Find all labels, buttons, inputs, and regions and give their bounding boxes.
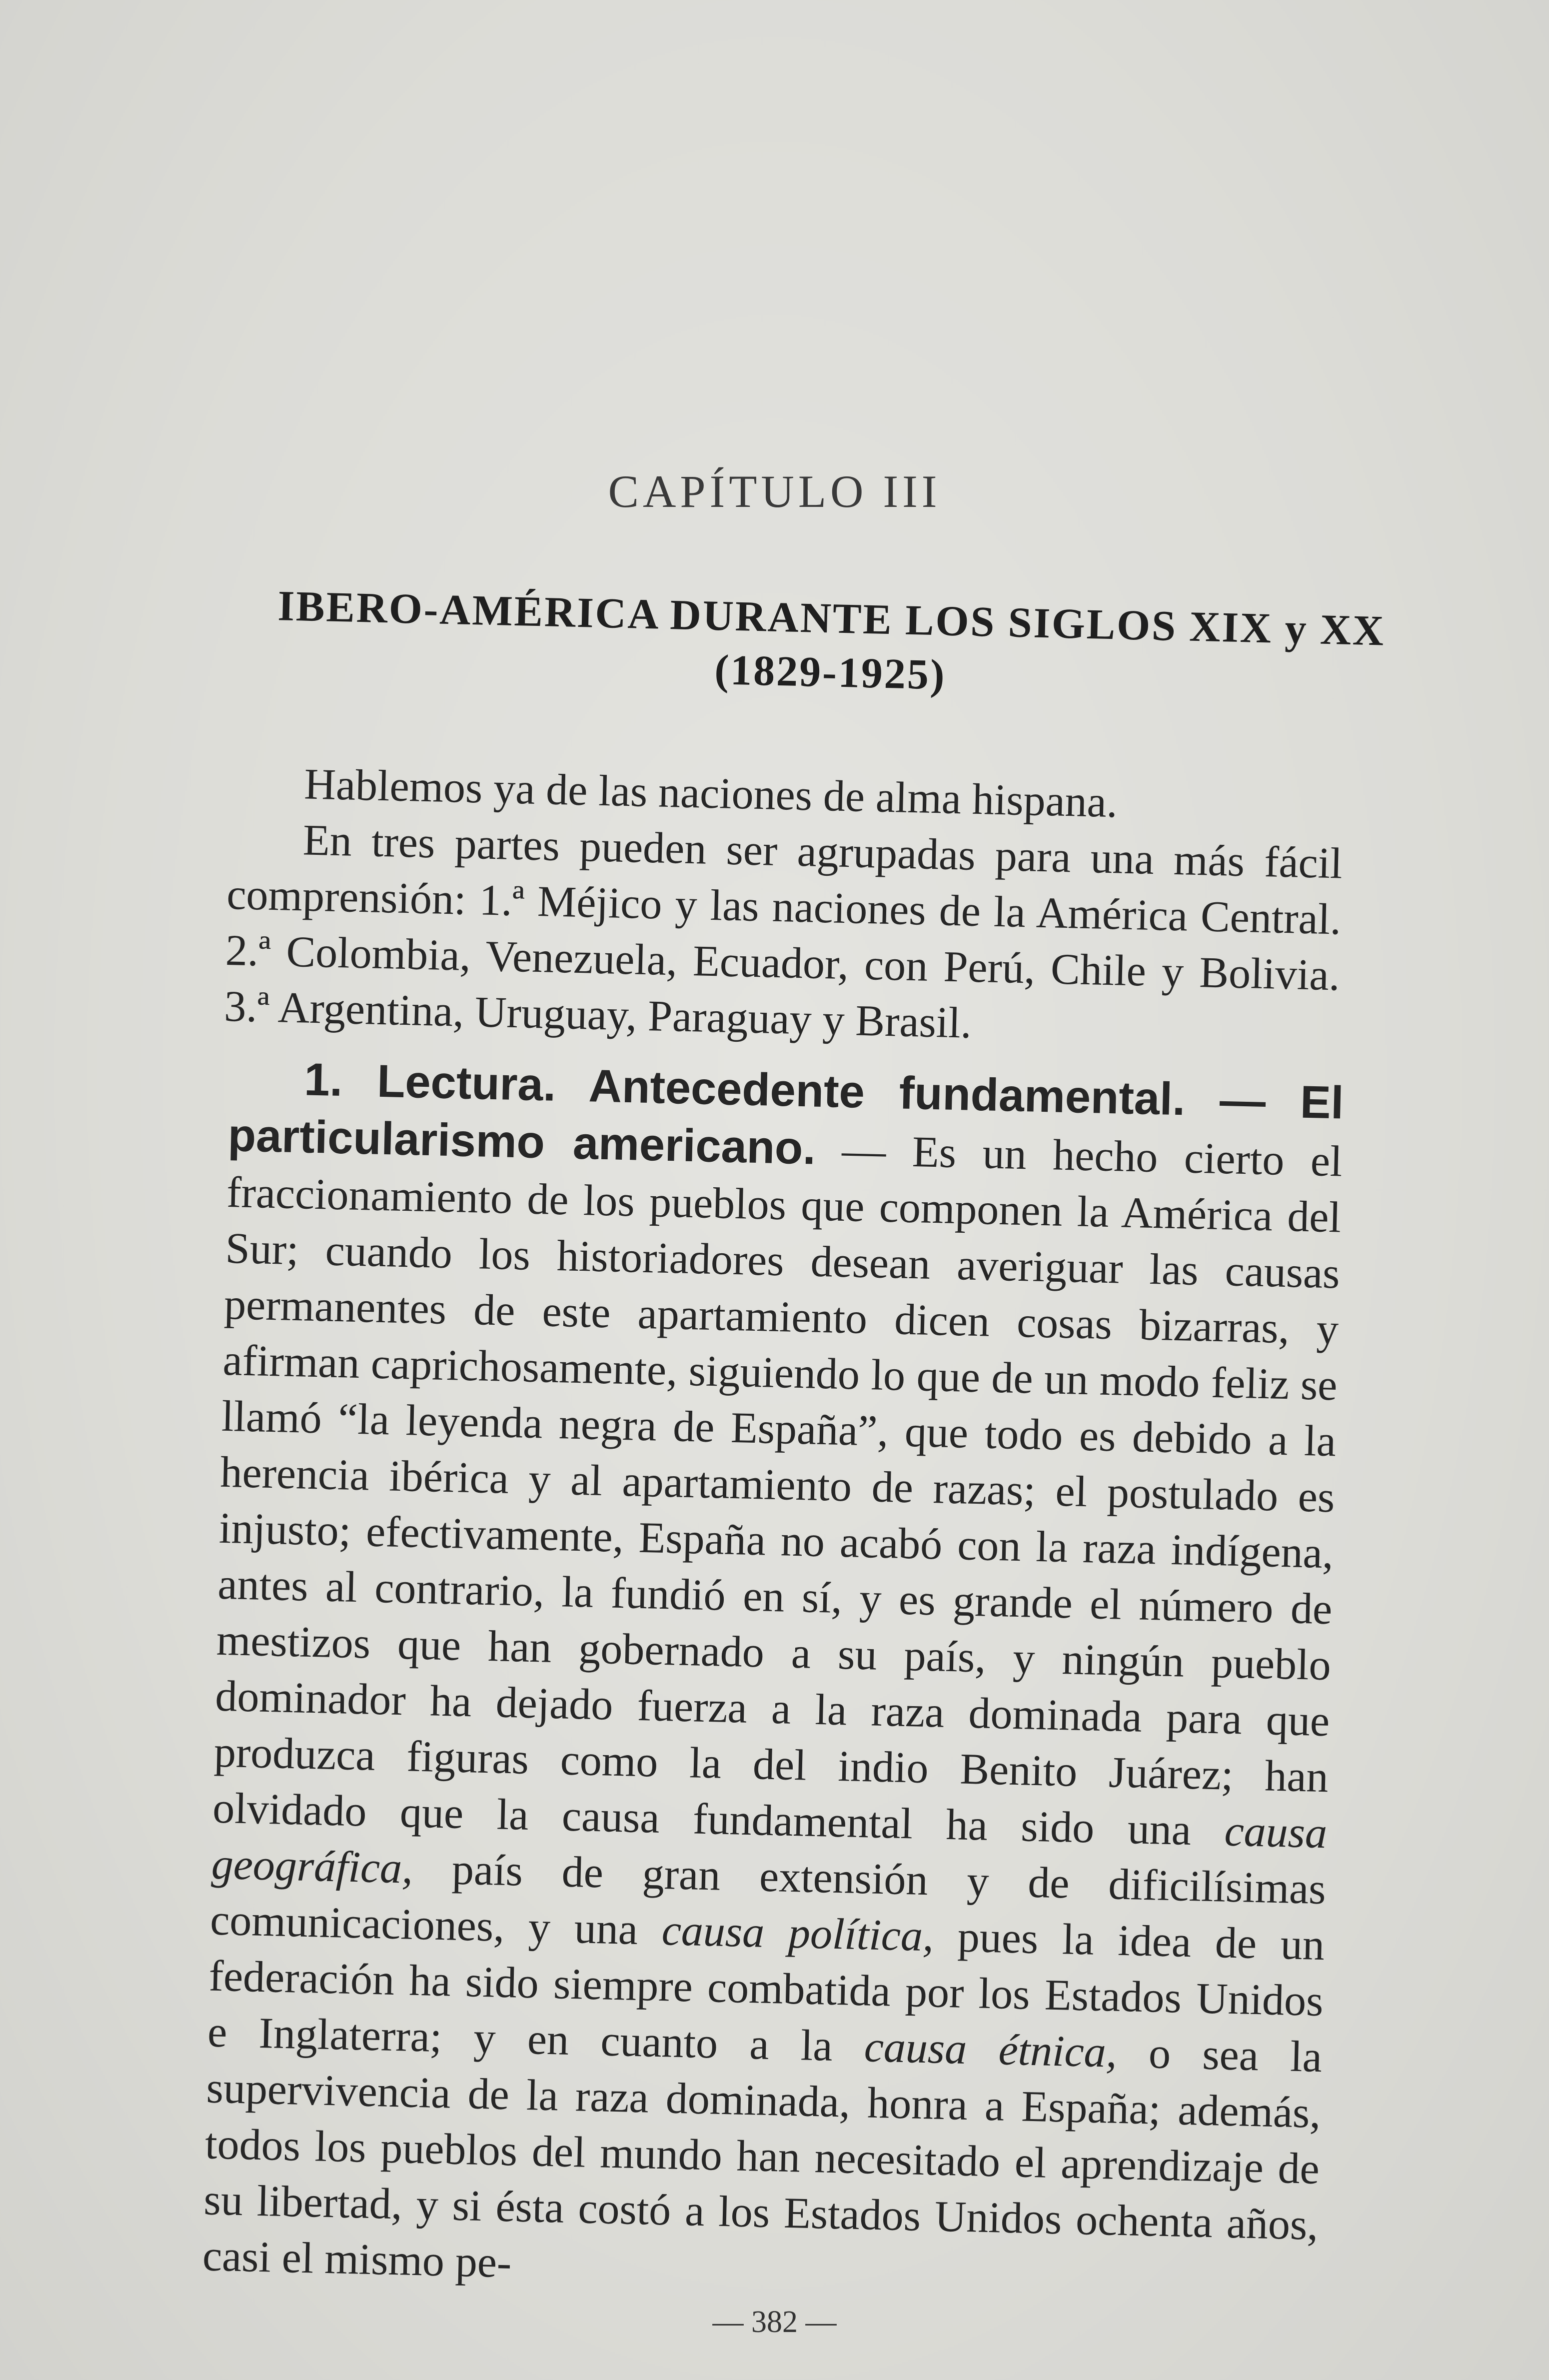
emphasis-causa-geografica: causa geográfica,	[210, 1807, 1328, 1893]
section-text	[202, 1050, 1344, 2310]
intro-paragraph-1: Hablemos ya de las naciones de alma hispana.	[303, 760, 1118, 827]
intro-paragraph-2: En tres partes pueden ser agrupadas para una más fácil comprensión: 1.ª Méjico y las naciones de la América Central. 2.ª Colombia, Venezuela, Ecuador, con Perú, Chile y Bolivia. 3.ª Argentina, Uruguay, Paraguay y Brasil.	[223, 816, 1343, 1048]
body-text-3: pues la idea de un federación ha sido siempre combatida por los Estados Unidos e Inglaterra; y en cuanto a la	[207, 1912, 1326, 2072]
body-text-1: — Es un hecho cierto el fraccionamiento de los pueblos que componen la América del Sur; cuando los historiadores desean averiguar las causas permanentes de este apartamiento dicen cosas bizarras, y afirman caprichosamente, siguiendo lo que de un modo feliz se llamó “la leyenda negra de España”, que todo es debido a la herencia ibérica y al apartamiento de razas; el postulado es injusto; efectivamente, España no acabó con la raza indígena, antes al contrario, la fundió en sí, y es grande el número de mestizos que han gobernado a su país, y ningún pueblo dominador ha dejado fuerza a la raza dominada para que produzca figuras como la del indio Benito Juárez; han olvidado que la causa fundamental ha sido una	[212, 1125, 1343, 1856]
title-line-1: IBERO-AMÉRICA DURANTE LOS SIGLOS XIX y XX	[277, 581, 1386, 655]
body-text-2: país de gran extensión y de dificilísimas comunicaciones, y una	[209, 1844, 1327, 1955]
emphasis-causa-etnica: causa étnica,	[863, 2023, 1118, 2077]
section-paragraph	[202, 1050, 1344, 2310]
intro-text	[223, 755, 1344, 1060]
page-number: — 382 —	[712, 2305, 837, 2339]
chapter-label: CAPÍTULO III	[608, 466, 941, 517]
section-heading: 1. Lectura. Antecedente fundamental. — El particularismo americano.	[227, 1054, 1345, 1174]
title-dates: (1829-1925)	[714, 645, 947, 699]
chapter-title	[247, 580, 1414, 710]
emphasis-causa-politica: causa política,	[661, 1906, 935, 1961]
body-text-4: o sea la supervivencia de la raza dominada, honra a España; además, todos los pueblos del mundo han necesitado el aprendizaje de su libertad, y si ésta costó a los Estados Unidos ochenta años, casi el mismo pe-	[202, 2028, 1323, 2288]
